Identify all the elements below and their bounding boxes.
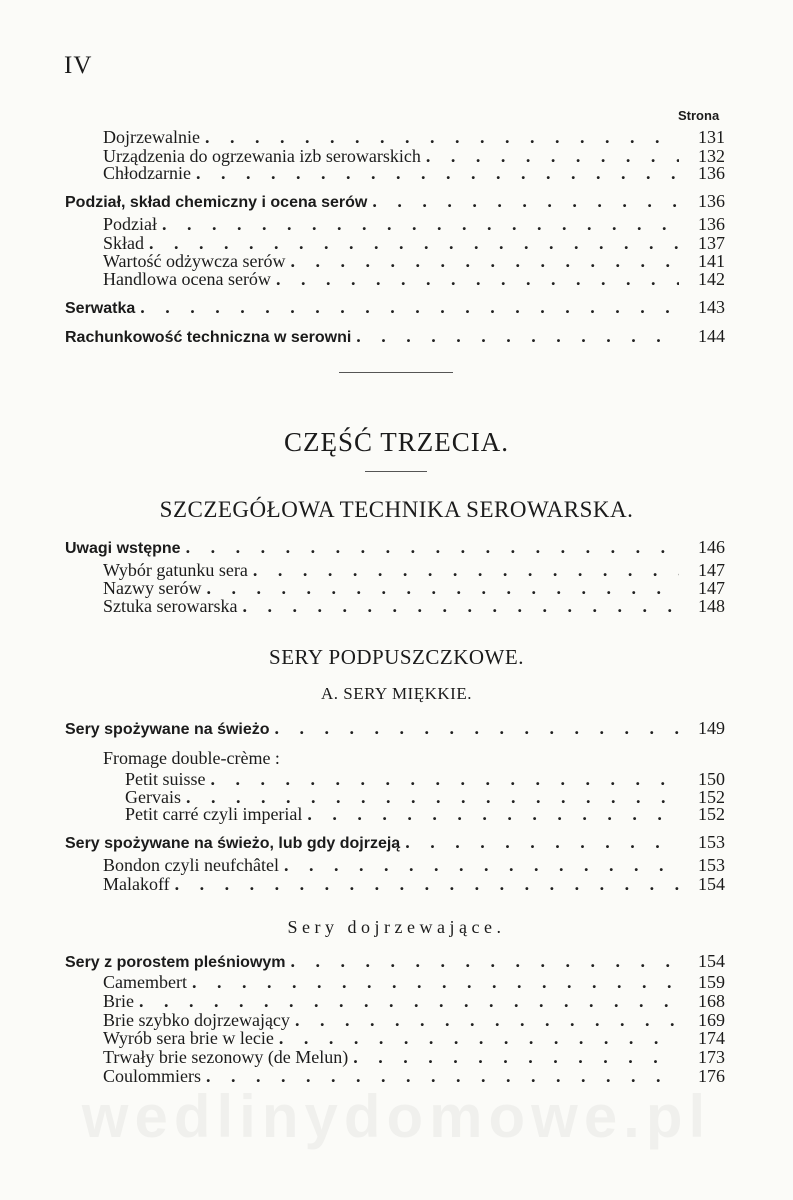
toc-entry-title: Fromage double-crème : xyxy=(103,748,280,768)
toc-entry-title: Podział, skład chemiczny i ocena serów xyxy=(65,194,368,211)
leader-dots xyxy=(290,252,679,270)
toc-entry-title: Malakoff xyxy=(103,874,170,894)
toc-entry-page: 159 xyxy=(698,972,725,992)
toc-entry xyxy=(65,579,725,597)
toc-entry-page: 147 xyxy=(698,578,725,598)
toc-entry xyxy=(65,597,725,615)
toc-entry-page: 152 xyxy=(698,804,725,824)
leader-dots xyxy=(253,561,679,579)
leader-dots xyxy=(186,538,679,556)
toc-section-entry xyxy=(65,298,725,317)
leader-dots xyxy=(356,327,679,345)
toc-entry-page: 176 xyxy=(698,1066,725,1086)
leader-dots xyxy=(139,992,679,1010)
leader-dots xyxy=(307,805,679,823)
toc-entry-title: Nazwy serów xyxy=(103,578,202,598)
leader-dots xyxy=(196,164,679,182)
toc-entry-page: 153 xyxy=(698,832,725,852)
toc-entry-title: Brie xyxy=(103,991,134,1011)
toc-section-entry xyxy=(65,192,725,211)
toc-entry-title: Trwały brie sezonowy (de Melun) xyxy=(103,1047,349,1067)
toc-entry xyxy=(65,770,725,788)
toc-entry-page: 168 xyxy=(698,991,725,1011)
toc-section-entry xyxy=(65,833,725,852)
leader-dots xyxy=(353,1048,679,1066)
toc-entry-title: Serwatka xyxy=(65,300,136,317)
toc-entry xyxy=(65,128,725,146)
leader-dots xyxy=(279,1029,679,1047)
toc-entry-title: Skład xyxy=(103,233,145,253)
toc-entry-page: 136 xyxy=(698,214,725,234)
toc-entry-page: 174 xyxy=(698,1028,725,1048)
toc-entry xyxy=(65,164,725,182)
toc-entry-title: Coulommiers xyxy=(103,1066,201,1086)
toc-entry-title: Petit carré czyli imperial xyxy=(125,804,303,824)
toc-entry-page: 150 xyxy=(698,769,725,789)
toc-entry xyxy=(65,234,725,252)
leader-dots xyxy=(192,973,679,991)
toc-entry-page: 141 xyxy=(698,251,725,271)
toc-entry xyxy=(65,215,725,233)
leader-dots xyxy=(149,234,679,252)
toc-entry-title: Bondon czyli neufchâtel xyxy=(103,855,279,875)
toc-section-entry xyxy=(65,719,725,738)
toc-entry-title: Sztuka serowarska xyxy=(103,596,238,616)
leader-dots xyxy=(211,770,679,788)
toc-section-entry xyxy=(65,952,725,971)
toc-entry-title: Rachunkowość techniczna w serowni xyxy=(65,329,352,346)
toc-entry-title: Wartość odżywcza serów xyxy=(103,251,286,271)
divider xyxy=(365,471,427,472)
toc-entry xyxy=(65,270,725,288)
divider xyxy=(339,372,453,373)
toc-section-entry xyxy=(65,538,725,557)
toc-entry-title: Gervais xyxy=(125,787,181,807)
toc-entry-title: Petit suisse xyxy=(125,769,206,789)
toc-entry-title: Handlowa ocena serów xyxy=(103,269,271,289)
toc-entry xyxy=(65,1011,725,1029)
toc-entry-page: 136 xyxy=(698,191,725,211)
toc-entry-page: 143 xyxy=(698,297,725,317)
toc-entry-page: 142 xyxy=(698,269,725,289)
toc-entry xyxy=(65,1048,725,1066)
toc-entry-title: Wyrób sera brie w lecie xyxy=(103,1028,274,1048)
toc-entry-title: Camembert xyxy=(103,972,187,992)
leader-dots xyxy=(284,856,679,874)
leader-dots xyxy=(140,298,679,316)
leader-dots xyxy=(405,833,679,851)
toc-entry-page: 149 xyxy=(698,718,725,738)
toc-entry-page: 173 xyxy=(698,1047,725,1067)
watermark xyxy=(0,1082,793,1151)
leader-dots xyxy=(372,192,679,210)
toc-entry-title: Podział xyxy=(103,214,157,234)
toc-entry-page: 154 xyxy=(698,874,725,894)
leader-dots xyxy=(162,215,679,233)
toc-entry xyxy=(65,805,725,823)
toc-entry xyxy=(65,856,725,874)
leader-dots xyxy=(206,579,679,597)
leader-dots xyxy=(175,875,679,893)
leader-dots xyxy=(276,270,679,288)
ripening-title: Sery dojrzewające. xyxy=(287,917,506,937)
toc-entry xyxy=(65,992,725,1010)
toc-entry-title: Sery spożywane na świeżo xyxy=(65,721,270,738)
toc-entry xyxy=(65,1029,725,1047)
toc-entry-page: 132 xyxy=(698,146,725,166)
toc-entry-heading xyxy=(65,749,725,767)
toc-section-entry xyxy=(65,327,725,346)
toc-entry xyxy=(65,252,725,270)
toc-entry-page: 152 xyxy=(698,787,725,807)
leader-dots xyxy=(426,147,679,165)
toc-entry-page: 153 xyxy=(698,855,725,875)
toc-entry-page: 131 xyxy=(698,127,725,147)
group-title: SERY PODPUSZCZKOWE. xyxy=(269,645,524,669)
toc-entry-page: 169 xyxy=(698,1010,725,1030)
toc-entry-page: 154 xyxy=(698,951,725,971)
leader-dots xyxy=(205,128,679,146)
toc-entry-title: Brie szybko dojrzewający xyxy=(103,1010,290,1030)
toc-entry xyxy=(65,973,725,991)
toc-entry-title: Uwagi wstępne xyxy=(65,540,181,557)
toc-entry-title: Urządzenia do ogrzewania izb serowarskich xyxy=(103,146,421,166)
toc-entry-title: Sery z porostem pleśniowym xyxy=(65,954,286,971)
toc-entry-title: Wybór gatunku sera xyxy=(103,560,248,580)
toc-entry-title: Chłodzarnie xyxy=(103,163,191,183)
leader-dots xyxy=(242,597,679,615)
toc-entry-page: 146 xyxy=(698,537,725,557)
leader-dots xyxy=(291,952,679,970)
toc-entry-page: 136 xyxy=(698,163,725,183)
leader-dots xyxy=(275,719,679,737)
toc-entry xyxy=(65,561,725,579)
page-number: IV xyxy=(64,52,93,79)
toc-entry-page: 147 xyxy=(698,560,725,580)
toc-entry-page: 137 xyxy=(698,233,725,253)
toc-entry-page: 144 xyxy=(698,326,725,346)
page-column-header: Strona xyxy=(678,108,720,123)
leader-dots xyxy=(295,1011,679,1029)
toc-entry-page: 148 xyxy=(698,596,725,616)
subgroup-title: A. SERY MIĘKKIE. xyxy=(321,684,472,703)
toc-entry-title: Dojrzewalnie xyxy=(103,127,200,147)
toc-entry xyxy=(65,875,725,893)
part-subtitle: SZCZEGÓŁOWA TECHNIKA SEROWARSKA. xyxy=(159,497,634,522)
toc-entry-title: Sery spożywane na świeżo, lub gdy dojrzeją xyxy=(65,835,401,852)
part-title: CZĘŚĆ TRZECIA. xyxy=(283,427,510,457)
